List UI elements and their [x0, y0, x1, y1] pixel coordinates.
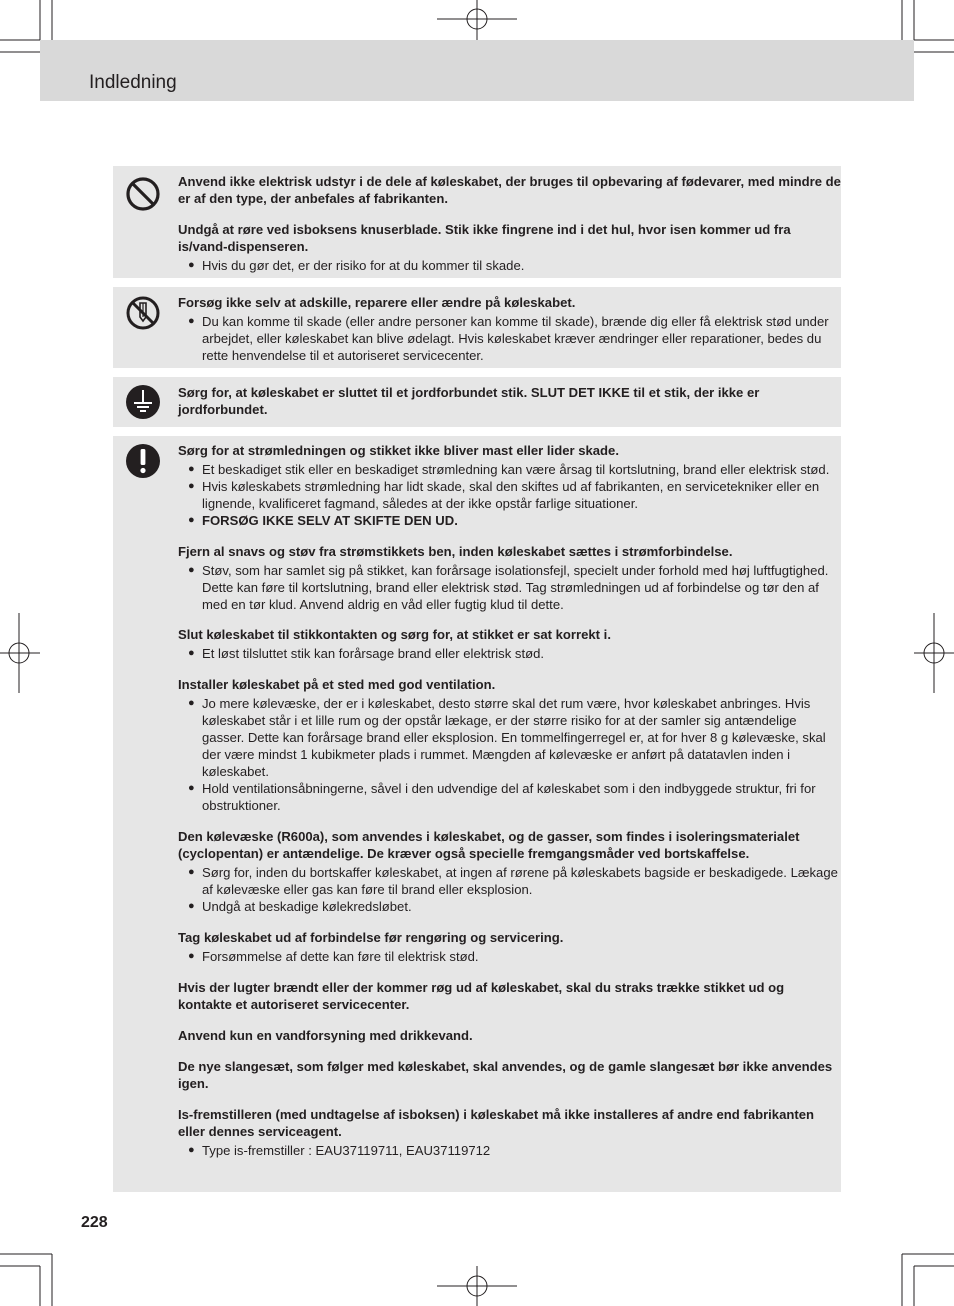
prohibited-icon: [125, 176, 161, 212]
bullet-item: ● Hold ventilationsåbningerne, såvel i den udvendige del af køleskabet som i den indbyggede struktur, fri for obstruktioner.: [178, 780, 841, 814]
warning-heading: Is-fremstilleren (med undtagelse af isboksen) i køleskabet må ikke installeres af andre end fabrikanten eller dennes serviceagent.: [178, 1107, 814, 1139]
bullet-item: ● Et løst tilsluttet stik kan forårsage brand eller elektrisk stød.: [178, 645, 841, 662]
warning-box-disassemble: [113, 287, 841, 368]
bullet-item: ● Hvis du gør det, er der risiko for at du kommer til skade.: [178, 257, 841, 274]
bullet-item: ● Hvis køleskabets strømledning har lidt skade, skal den skiftes ud af fabrikanten, en servicetekniker eller en lignende, kvalificeret fagmand, således at der ikke opstår farlige situationer.: [178, 478, 841, 512]
page-header: [40, 40, 914, 101]
warning-heading: Tag køleskabet ud af forbindelse før rengøring og servicering.: [178, 930, 564, 945]
bullet-item: ● Et beskadiget stik eller en beskadiget strømledning kan være årsag til kortslutning, brand eller elektrisk stød.: [178, 461, 841, 478]
warning-box-ground: [113, 377, 841, 427]
header-title: Indledning: [89, 72, 177, 93]
warning-heading: Anvend kun en vandforsyning med drikkevand.: [178, 1028, 473, 1043]
warning-heading: Forsøg ikke selv at adskille, reparere eller ændre på køleskabet.: [178, 295, 576, 310]
box-body: [178, 173, 841, 274]
box-body: [178, 384, 841, 418]
bullet-item: ● Du kan komme til skade (eller andre personer kan komme til skade), brænde dig eller få elektrisk stød under arbejdet, eller køleskabet kan blive ødelagt. Hvis køleskabet kræver ændringer eller reparationer, bedes du rette henvendelse til et autoriseret servicecenter.: [178, 313, 841, 364]
bullet-item: ● Forsømmelse af dette kan føre til elektrisk stød.: [178, 948, 841, 965]
warning-heading: Fjern al snavs og støv fra strømstikkets ben, inden køleskabet sættes i strømforbindelse.: [178, 544, 733, 559]
bullet-item: ● Undgå at beskadige kølekredsløbet.: [178, 898, 841, 915]
warning-heading: Anvend ikke elektrisk udstyr i de dele af køleskabet, der bruges til opbevaring af fødevarer, med mindre de er af den type, der anbefales af fabrikanten.: [178, 174, 841, 206]
page-number: 228: [81, 1214, 108, 1231]
warning-heading: Hvis der lugter brændt eller der kommer røg ud af køleskabet, skal du straks trække stikket ud og kontakte et autoriseret servicecenter.: [178, 980, 785, 1012]
warning-box-electrical: [113, 166, 841, 278]
warning-heading: Sørg for at strømledningen og stikket ikke bliver mast eller lider skade.: [178, 443, 619, 458]
warning-heading: Slut køleskabet til stikkontakten og sørg for, at stikket er sat korrekt i.: [178, 627, 611, 642]
bullet-item: ● Jo mere kølevæske, der er i køleskabet, desto større skal det rum være, hvor køleskabet anbringes. Hvis køleskabet står i et lille rum og der opstår lækage, er der større risiko for at der samler sig antændelige gasser. Dette kan forårsage brand eller eksplosion. En tommelfingerregel er, at for hver 8 g kølevæske, skal der være mindst 1 kubikmeter plads i rummet. Mængden af kølevæske er anført på datatavlen inden i køleskabet.: [178, 695, 841, 780]
bullet-item: ● Type is-fremstiller : EAU37119711, EAU37119712: [178, 1142, 841, 1159]
warning-box-general: [113, 436, 841, 1192]
box-body: [178, 442, 841, 1159]
warning-heading: Installer køleskabet på et sted med god ventilation.: [178, 677, 496, 692]
bullet-item: ● Støv, som har samlet sig på stikket, kan forårsage isolationsfejl, specielt under forhold med høj luftfugtighed. Dette kan føre til kortslutning, brand eller elektrisk stød. Tag strømledningen ud af forbindelse og tør den af med en tør klud. Anvend aldrig en våd eller fugtig klud til dette.: [178, 562, 841, 613]
box-body: [178, 294, 841, 364]
do-not-disassemble-icon: [125, 295, 161, 331]
warning-heading: De nye slangesæt, som følger med køleskabet, skal anvendes, og de gamle slangesæt bør ikke anvendes igen.: [178, 1059, 833, 1091]
warning-heading: Sørg for, at køleskabet er sluttet til et jordforbundet stik. SLUT DET IKKE til et stik, der ikke er jordforbundet.: [178, 385, 760, 417]
bullet-item: ● Sørg for, inden du bortskaffer køleskabet, at ingen af rørene på køleskabets bagside er beskadigede. Lækage af kølevæske eller gas kan føre til brand eller eksplosion.: [178, 864, 841, 898]
warning-heading: Den kølevæske (R600a), som anvendes i køleskabet, og de gasser, som findes i isoleringsmaterialet (cyclopentan) er antændelige. De kræver også specielle fremgangsmåder ved bortskaffelse.: [178, 829, 800, 861]
exclamation-icon: [125, 443, 161, 479]
bullet-item: ● FORSØG IKKE SELV AT SKIFTE DEN UD.: [178, 512, 841, 529]
warning-heading: Undgå at røre ved isboksens knuserblade. Stik ikke fingrene ind i det hul, hvor isen kommer ud fra is/vand-dispenseren.: [178, 222, 791, 254]
ground-icon: [125, 384, 161, 420]
